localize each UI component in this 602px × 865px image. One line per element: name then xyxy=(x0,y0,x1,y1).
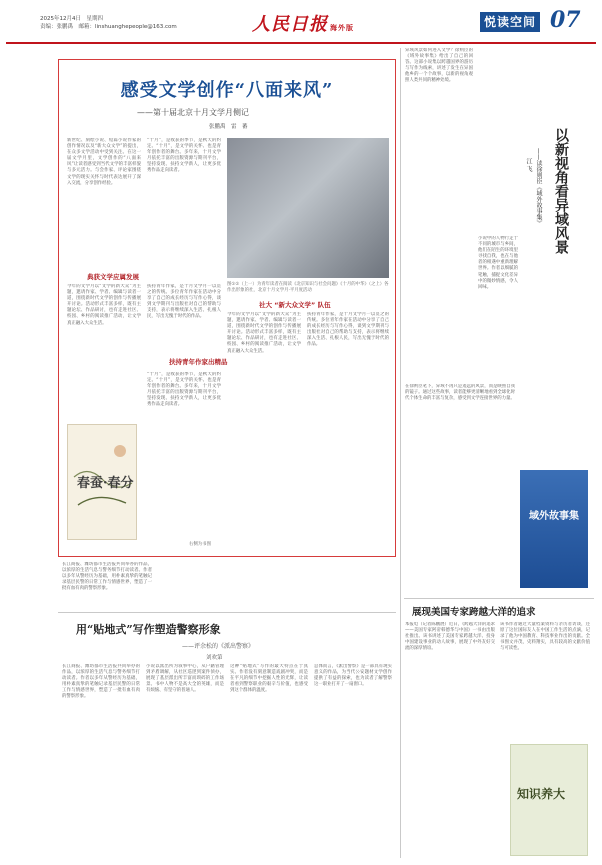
lead-subtitle: ——第十届北京十月文学月侧记 xyxy=(137,108,249,117)
lead-column-3: 今年的文学月以“文学的新大众”为主题，邀请作家、学者、编辑与读者一道，围绕新时代文学的创作与传播展开讨论。活动形式丰富多样，既有主题论坛、作品研讨，也有走进社区、校园、乡村的阅读推广活动，让文学真正融入大众生活。 xyxy=(67,284,141,326)
masthead xyxy=(6,4,596,40)
editor-info: 责编：张鹏禹 邮箱：linshuanghepeople@163.com xyxy=(40,23,177,30)
divider-right-column xyxy=(400,48,401,858)
divider-lead-bottom xyxy=(58,612,396,613)
masthead-rule xyxy=(6,42,596,44)
bottom-article-subtitle: ——评余松的《派出警察》 xyxy=(182,643,255,650)
lead-column-7: 扶持青年作家，是十月文学月一以贯之的传统。多位青年作家在活动中分享了自己的成长经历与写作心得，谈到文学期刊与出版社对自己的帮助与支持，表示将继续深入生活、扎根人民，写出无愧于时代的作品。 xyxy=(307,312,389,348)
masthead-meta xyxy=(40,16,177,31)
right-vertical-subtitle: ——读徐则臣《域外故事集》 xyxy=(535,148,542,226)
lead-column-4: 扶持青年作家，是十月文学月一以贯之的传统。多位青年作家在活动中分享了自己的成长经历与写作心得，谈到文学期刊与出版社对自己的帮助与支持，表示将继续深入生活、扎根人民，写出无愧于时代的作品。 xyxy=(147,284,221,320)
divider-right-exhibition xyxy=(404,598,594,599)
lead-column-2: “十月”，是收获的季节，是秋天的约定。“十月”，是文学的关怀、也是青年创作者的舞台。多年来，十月文学月依托丰富的出版资源与期刊平台，坚持发现、扶持文学新人，让更多优秀作品走向读者。 xyxy=(147,138,221,174)
section-tag: 悦读空间 xyxy=(480,12,540,32)
page-number: 07 xyxy=(550,7,581,33)
bottom-column-1: 长江商报、潍坊都市生活报共同举办的作品，以浓厚的生活气息与警务细节打动读者。作者以多年从警经历为基础，用朴素真挚的笔触记录基层民警的日常工作与情感世界，塑造了一批有血有肉的警察形象。 xyxy=(62,664,140,700)
book-caption: 右侧为书图 xyxy=(189,542,211,547)
lead-article xyxy=(58,59,396,557)
exhibition-title: 展现美国专家跨越大洋的追求 xyxy=(412,607,536,618)
bottom-article-title: 用“贴地式”写作塑造警察形象 xyxy=(76,623,221,636)
right-vertical-title: 以新视角看异域风景 xyxy=(553,128,569,254)
logo-suffix: 海外版 xyxy=(330,23,354,32)
cover-blue-title: 域外故事集 xyxy=(529,511,579,522)
bottom-column-3: 这种“贴地式”写作的最大特点在于真实。作者没有刻意制造戏剧冲突，而是在平凡的细节中挖掘人性的光辉，让读者看到警察职业的艰辛与价值，也感受到这个群体的温度。 xyxy=(230,664,308,694)
lead-column-6: 今年的文学月以“文学的新大众”为主题，邀请作家、学者、编辑与读者一道，围绕新时代文学的创作与传播展开讨论。活动形式丰富多样，既有主题论坛、作品研讨，也有走进社区、校园、乡村的阅读推广活动，让文学真正融入大众生活。 xyxy=(227,312,301,354)
book-cover-blue xyxy=(520,470,588,588)
right-column-2: 小说中的人物行走于不同的城市与乡间，他们在陌生的环境里寻找自我，也在与他者的相遇中重新理解世界。作者以细腻的笔触，捕捉文化差异中的微妙情感，令人回味。 xyxy=(478,236,518,290)
lead-author: 张鹏禹 雷 蕃 xyxy=(209,124,248,130)
right-column-3: 在徐则臣笔下，异域不再只是遥远的风景，而是映照自我的镜子。通过这些故事，读者能够更清晰地看到全球化时代个体生命的丰富与复杂，感受到文学连接世界的力量。 xyxy=(405,384,515,402)
lead-column-1: 新世纪、刻绘小说、短篇小说作家的创作情况以及“新大众文学”的提出，在众多文学活动中受到关注。在这一届文学月里，文学创作的“八面来风”让读者感受到当代文学的丰富样貌与多元活力。与会作家、评论家围绕文学的现实关怀与时代表达展开了深入交流，分享创作经验。 xyxy=(67,138,141,186)
lead-subhead-2: 扶持青年作家出精品 xyxy=(169,358,228,366)
lead-subhead-1: 典获文学应属发展 xyxy=(87,273,139,281)
logo-text: 人民日报 xyxy=(252,14,328,35)
cover-green-title: 知识养大 xyxy=(517,787,566,801)
book-title: 春蚕·春分 xyxy=(77,476,134,491)
photo-caption: 图①②（上一）为青年读者在阅读《北京知识与社会问题》《十月的中华》（之上）各作出形象的社，北京十月文学月·平月度活动 xyxy=(227,282,389,293)
exhibition-column-1: 本报电（记者陈鹏展）近日，《跨越大洋的追求——美国专家阿帝韩德华与中国》一书由出版社推出。该书讲述了美国专家跨越大洋、投身中国建设事业的动人故事，展现了中外友好交流的深厚情谊。 xyxy=(405,622,495,652)
right-vertical-author: 江 飞 xyxy=(525,158,532,172)
lead-title: 感受文学创作“八面来风” xyxy=(120,80,334,101)
book-cover-green xyxy=(510,744,588,856)
lead-photo xyxy=(227,138,389,278)
bottom-column-2: 小说以派出所为叙事中心，从户籍管理到矛盾调解，从社区巡逻到案件侦办，展现了基层派出所丰富而琐碎的工作场景。书中人物不是高大全的英雄，而是有烦恼、有坚守的普通人。 xyxy=(146,664,224,694)
lead-column-5: “十月”，是收获的季节，是秋天的约定。“十月”，是文学的关怀、也是青年创作者的舞台。多年来，十月文学月依托丰富的出版资源与期刊平台，坚持发现、扶持文学新人，让更多优秀作品走向读者。 xyxy=(147,372,221,408)
lead-subhead-3: 社大 “新大众文学” 队伍 xyxy=(259,301,331,309)
issue-date: 2025年12月4日 星期四 xyxy=(40,16,103,22)
right-column-1: 异域风景如何进入文学？徐则臣的《域外故事集》给出了自己的回答。这部小说集以跨越国界的游历与写作为线索，讲述了发生在异国他乡的一个个故事，以新的视角观照人类共同的精神处境。 xyxy=(405,48,473,84)
brief-text: 长江商报、潍坊都市生活报共同举办的作品，以浓厚的生活气息与警务细节打动读者。作者以多年从警经历为基础，用朴素真挚的笔触记录基层民警的日常工作与情感世界，塑造了一批有血有肉的警察形象。 xyxy=(62,562,152,592)
bottom-article-author: 刘欢第 xyxy=(206,655,223,661)
newspaper-logo xyxy=(252,10,354,36)
exhibition-column-2: 该书作者通过大量档案资料与亲历者访谈，还原了这位国际友人在中国工作生活的点滴，记录了他为中国教育、科技事业作出的贡献。全书图文并茂，史料翔实，具有较高的文献价值与可读性。 xyxy=(500,622,590,652)
bottom-column-4: 总体而言，《派出警察》是一部具有现实意义的作品，为当代公安题材文学创作提供了有益的探索，也为读者了解警察这一职业打开了一扇窗口。 xyxy=(314,664,392,688)
